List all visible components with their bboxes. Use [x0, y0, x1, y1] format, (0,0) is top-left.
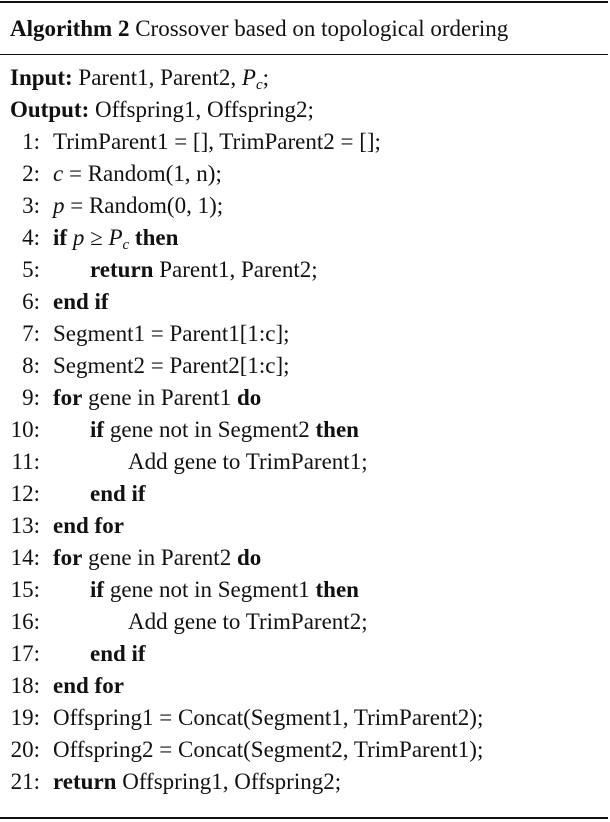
line-keyword-return: return: [53, 769, 117, 794]
line-number: 14:: [10, 545, 40, 570]
line-code: [128, 446, 368, 478]
line-text: Parent1, Parent2;: [153, 257, 318, 282]
line-keyword-then: then: [134, 225, 179, 250]
line-code: [53, 222, 178, 254]
line-number: 10:: [10, 417, 40, 442]
line-var: p: [72, 225, 85, 250]
line-code: [53, 286, 109, 318]
line-keyword-for: for: [53, 545, 83, 570]
line-code: [53, 670, 124, 702]
line-keyword-return: return: [90, 257, 154, 282]
line-number: 11:: [11, 449, 40, 474]
line-number: 9:: [22, 385, 40, 410]
caption-title: Crossover based on topological ordering: [135, 16, 509, 41]
line-sub: c: [122, 237, 130, 253]
line-code: [90, 414, 359, 446]
line-number: 4:: [22, 225, 40, 250]
line-number: 5:: [22, 257, 40, 282]
line-number: 20:: [10, 737, 40, 762]
line-var2: P: [108, 225, 123, 250]
line-number: 21:: [10, 769, 40, 794]
line-relation: ≥: [84, 225, 109, 250]
line-keyword-if: if: [90, 417, 105, 442]
top-rule: [0, 1, 608, 3]
line-keyword-if: if: [53, 225, 68, 250]
line-code: [53, 190, 223, 222]
input-tail: ;: [262, 65, 270, 90]
line-text: gene in Parent2: [82, 545, 237, 570]
line-code: [53, 350, 290, 382]
line-code: [90, 478, 146, 510]
line-number: 7:: [22, 321, 40, 346]
caption-label: Algorithm 2: [10, 16, 130, 41]
line-number: 1:: [22, 129, 40, 154]
line-keyword-end-if: end if: [90, 481, 146, 506]
line-keyword-if: if: [90, 577, 105, 602]
line-code: [53, 734, 483, 766]
input-text: Parent1, Parent2,: [78, 65, 237, 90]
line-code: [90, 574, 359, 606]
line-text: Segment2 = Parent2[1:c];: [53, 353, 290, 378]
line-keyword-end-for: end for: [53, 513, 124, 538]
line-code: [128, 606, 368, 638]
line-code: [53, 702, 483, 734]
line-keyword-do: do: [236, 385, 262, 410]
line-keyword-then: then: [315, 417, 359, 442]
output-keyword: Output:: [10, 97, 90, 122]
line-text: = Random(1, n);: [63, 161, 222, 186]
line-keyword-for: for: [53, 385, 83, 410]
line-code: [53, 382, 261, 414]
line-text: Add gene to TrimParent1;: [128, 449, 368, 474]
line-keyword-end-if: end if: [90, 641, 146, 666]
line-text: Segment1 = Parent1[1:c];: [53, 321, 290, 346]
output-line: [10, 94, 314, 126]
input-line: [10, 62, 269, 94]
input-var: P: [241, 65, 256, 90]
line-keyword-end-if: end if: [53, 289, 109, 314]
line-number: 17:: [10, 641, 40, 666]
line-text: Offspring1, Offspring2;: [116, 769, 342, 794]
line-number: 8:: [22, 353, 40, 378]
line-text: Add gene to TrimParent2;: [128, 609, 368, 634]
line-code: [53, 318, 290, 350]
input-keyword: Input:: [10, 65, 73, 90]
line-code: [90, 638, 146, 670]
line-text: gene not in Segment2: [104, 417, 316, 442]
line-code: [53, 766, 341, 798]
line-var: c: [53, 161, 64, 186]
line-text: gene not in Segment1: [104, 577, 316, 602]
line-number: 15:: [10, 577, 40, 602]
line-number: 16:: [10, 609, 40, 634]
line-text: Offspring1 = Concat(Segment1, TrimParent2);: [53, 705, 484, 730]
line-number: 19:: [10, 705, 40, 730]
line-text: = Random(0, 1);: [64, 193, 224, 218]
line-keyword-then: then: [315, 577, 359, 602]
line-number: 6:: [22, 289, 40, 314]
line-code: [53, 542, 261, 574]
algorithm-caption: [10, 13, 508, 45]
line-var: p: [53, 193, 65, 218]
bottom-rule: [0, 817, 608, 819]
line-text: Offspring2 = Concat(Segment2, TrimParent1);: [53, 737, 484, 762]
line-text: gene in Parent1: [82, 385, 237, 410]
line-number: 2:: [22, 161, 40, 186]
line-number: 18:: [10, 673, 40, 698]
line-number: 12:: [10, 481, 40, 506]
line-code: [53, 510, 124, 542]
output-text: Offspring1, Offspring2;: [95, 97, 314, 122]
line-keyword-do: do: [236, 545, 262, 570]
caption-rule: [0, 54, 608, 55]
line-code: [90, 254, 318, 286]
line-code: [53, 126, 381, 158]
line-number: 3:: [22, 193, 40, 218]
line-keyword-end-for: end for: [53, 673, 124, 698]
line-text: TrimParent1 = [], TrimParent2 = [];: [53, 129, 381, 154]
line-code: [53, 158, 222, 190]
line-number: 13:: [10, 513, 40, 538]
input-sub: c: [255, 77, 263, 93]
